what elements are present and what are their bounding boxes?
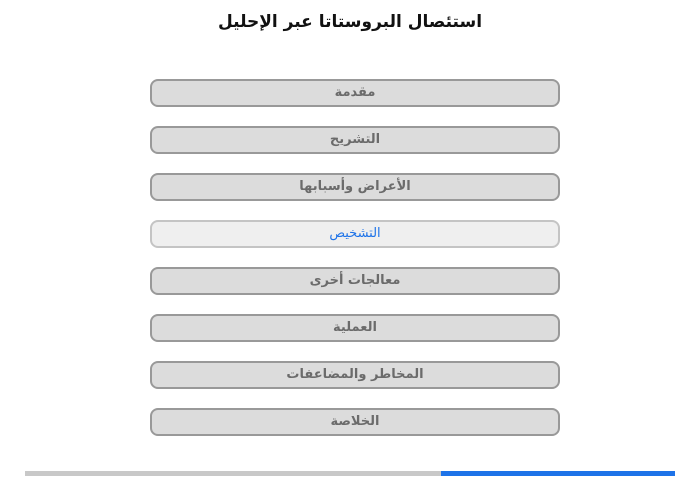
- menu-item-symptoms[interactable]: الأعراض وأسبابها: [150, 173, 560, 201]
- page-title: استئصال البروستاتا عبر الإحليل: [217, 12, 483, 32]
- menu-item-procedure[interactable]: العملية: [150, 314, 560, 342]
- menu-item-summary[interactable]: الخلاصة: [150, 408, 560, 436]
- menu-item-anatomy[interactable]: التشريح: [150, 126, 560, 154]
- menu-item-other-treatments[interactable]: معالجات أخرى: [150, 267, 560, 295]
- menu-item-risks[interactable]: المخاطر والمضاعفات: [150, 361, 560, 389]
- menu-item-introduction[interactable]: مقدمة: [150, 79, 560, 107]
- progress-bar-fill: [441, 471, 675, 476]
- chapter-menu: [150, 79, 560, 455]
- progress-bar: [25, 471, 675, 476]
- menu-item-diagnosis[interactable]: التشخيص: [150, 220, 560, 248]
